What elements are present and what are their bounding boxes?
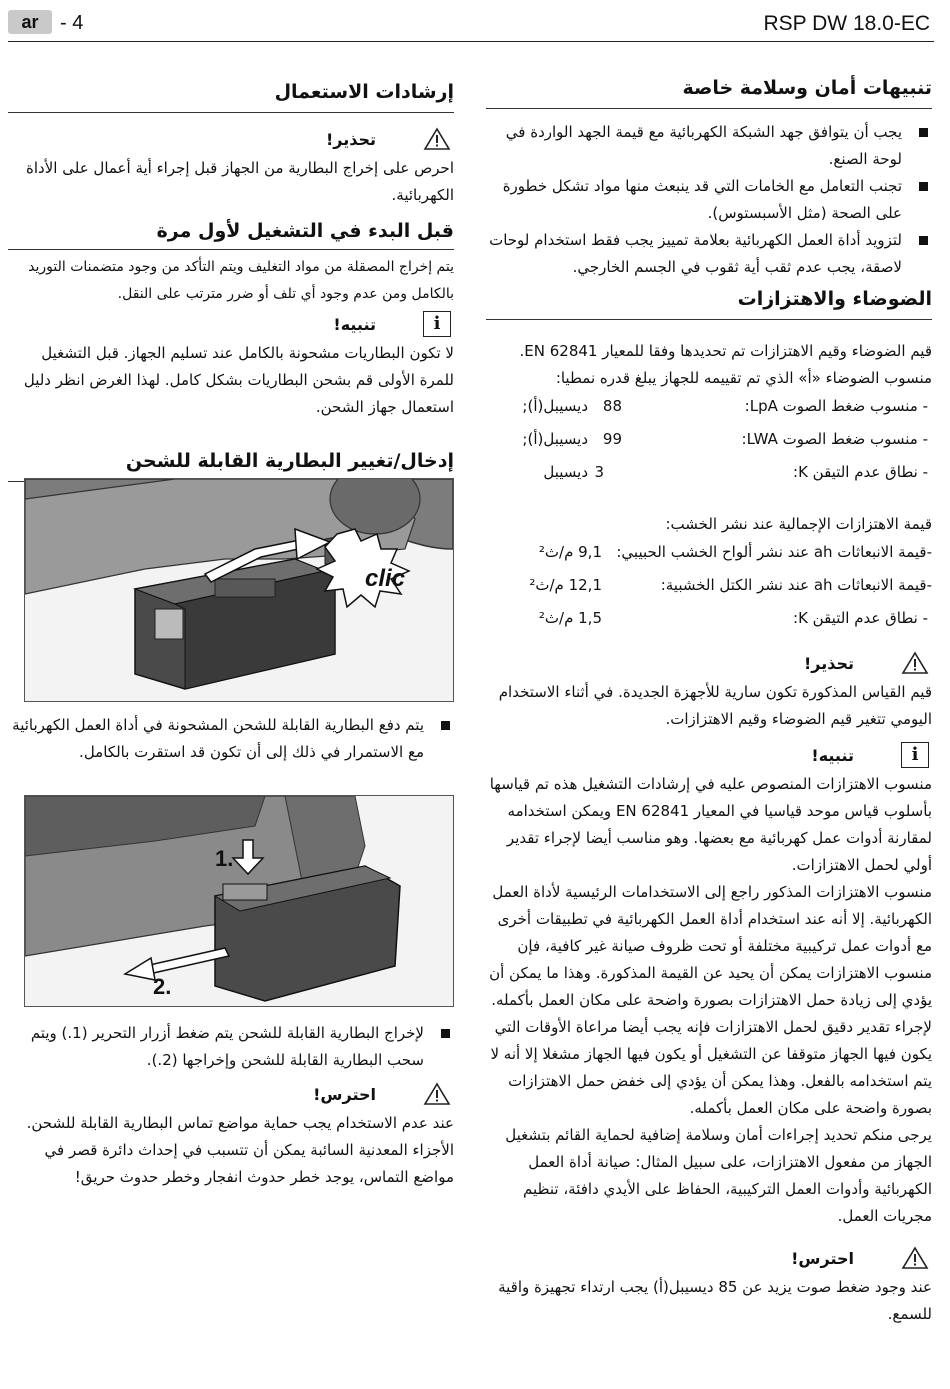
notice-heading: i تنبيه! — [8, 308, 454, 340]
vibration-intro: قيمة الاهتزازات الإجمالية عند نشر الخشب: — [665, 515, 932, 533]
caution-heading: احترس! — [8, 1078, 454, 1110]
safety-list — [486, 119, 932, 281]
step-1-label: 1. — [215, 846, 234, 871]
spec-row: - منسوب ضغط الصوت LpA: 88 ديسيبل(أ); — [522, 397, 928, 415]
left-column-top — [8, 78, 454, 492]
noise-intro: قيم الضوضاء وقيم الاهتزازات تم تحديدها وفقا للمعيار EN 62841. منسوب الضوضاء «أ» الذي تم تقييمه للجهاز يبلغ قدره نمطيا: — [519, 342, 932, 387]
warning-icon — [898, 651, 932, 675]
divider — [486, 319, 932, 320]
attention-text-2: منسوب الاهتزازات المذكور راجع إلى الاستخدامات الرئيسية لأداة العمل الكهربائية. إلا أنه عند استخدام أداة العمل الكهربائية في تطبيقات أخرى مع أدوات عمل تركيبية مختلفة أو تحت ظروف صيانة غير كافية، فإن منسوب الاهتزازات يمكن أن يحيد عن القيمة المذكورة. وهذا ما يمكن أن يؤدي إلى زيادة حمل الاهتزازات بصورة واضحة على مكان العمل بأكمله. — [489, 883, 932, 1009]
list-item: لتزويد أداة العمل الكهربائية بعلامة تمييز يجب فقط استخدام لوحات لاصقة، يجب عدم ثقب أية ثقوب في الجسم الخارجي. — [486, 227, 932, 281]
battery-remove-figure — [24, 795, 454, 1007]
spec-row: - نطاق عدم التيقن K: 1,5 م/ث² — [538, 609, 928, 627]
header-divider — [8, 41, 934, 42]
warning-heading: تحذير! — [486, 647, 932, 679]
attention-text-4: يرجى منكم تحديد إجراءات أمان وسلامة إضافية لحماية القائم بتشغيل الجهاز من مفعول الاهتزازات، على سبيل المثال: صيانة أداة العمل الكهربائية وأدوات العمل التركيبية، الحفاظ على الأيدي دافئة، تنظيم مجريات العمل. — [505, 1126, 932, 1225]
language-badge: ar — [8, 10, 52, 34]
first-use-title: قبل البدء في التشغيل لأول مرة — [156, 220, 454, 242]
spec-row: - منسوب ضغط الصوت LWA: 99 ديسيبل(أ); — [522, 430, 928, 448]
spec-row: -قيمة الانبعاثات ah عند نشر الكتل الخشبية: 12,1 م/ث² — [529, 576, 932, 594]
caution-icon — [420, 1082, 454, 1106]
list-item: تجنب التعامل مع الخامات التي قد ينبعث منها مواد تشكل خطورة على الصحة (مثل الأسبستوس). — [486, 173, 932, 227]
noise-title: الضوضاء والاهتزازات — [737, 288, 932, 310]
list-item: يجب أن يتوافق جهد الشبكة الكهربائية مع قيمة الجهد الواردة في لوحة الصنع. — [486, 119, 932, 173]
spec-row: -قيمة الانبعاثات ah عند نشر ألواح الخشب الحبيبي: 9,1 م/ث² — [538, 543, 932, 561]
divider — [8, 112, 454, 113]
list-item: لإخراج البطارية القابلة للشحن يتم ضغط أزرار التحرير (1.) ويتم سحب البطارية القابلة للشحن وإخراجها (2.). — [8, 1020, 454, 1074]
battery-remove-illustration — [25, 796, 453, 1006]
right-column — [486, 74, 932, 1328]
page-header — [0, 0, 950, 44]
first-use-text: يتم إخراج المصقلة من مواد التغليف ويتم التأكد من وجود متضمنات التوريد بالكامل ومن عدم وجود أي تلف أو ضرر مترتب على النقل. — [28, 259, 454, 302]
warning-text: احرص على إخراج البطارية من الجهاز قبل إجراء أية أعمال على الأداة الكهربائية. — [26, 159, 454, 204]
warning-heading: تحذير! — [8, 123, 454, 155]
clic-label: clic — [365, 565, 406, 592]
divider — [8, 249, 454, 250]
info-icon: i — [901, 742, 929, 768]
insert-list — [8, 712, 454, 766]
list-item: يتم دفع البطارية القابلة للشحن المشحونة في أداة العمل الكهربائية مع الاستمرار في ذلك إلى أن تكون قد استقرت بالكامل. — [8, 712, 454, 766]
attention-text-3: لإجراء تقدير دقيق لحمل الاهتزازات فإنه يجب أيضا مراعاة الأوقات التي يكون فيها الجهاز متوقفا عن التشغيل أو يكون فيها الجهاز مشغلا إلا أنه لا يتم استخدامه بالفعل. وهذا يمكن أن يؤدي إلى خفض حمل الاهتزازات بصورة واضحة على مكان العمل بأكمله. — [490, 1018, 932, 1117]
notice-text: لا تكون البطاريات مشحونة بالكامل عند تسليم الجهاز. قبل التشغيل للمرة الأولى قم بشحن البطاريات بشكل كامل. لهذا الغرض انظر دليل استعمال جهاز الشحن. — [23, 344, 454, 416]
battery-insert-figure — [24, 478, 454, 702]
attention-text: منسوب الاهتزازات المنصوص عليه في إرشادات التشغيل هذه تم قياسها بأسلوب قياس موحد قياسيا في المعيار EN 62841 ويمكن استخدامه لمقارنة أدوات عمل كهربائية مع بعضها. وهو مناسب أيضا لإجراء تقدير أولي لحمل الاهتزازات. — [489, 775, 932, 874]
left-column-bottom — [8, 1020, 454, 1191]
page-number: - 4 — [60, 12, 84, 34]
left-column-mid — [8, 712, 454, 766]
spec-row: - نطاق عدم التيقن K: 3 ديسيبل — [543, 463, 928, 481]
caution-text: عند عدم الاستخدام يجب حماية مواضع تماس البطارية القابلة للشحن. الأجزاء المعدنية السائبة يمكن أن تتسبب في إحداث دائرة قصر في مواضع التماس، يوجد خطر حدوث انفجار وخطر حدوث حريق! — [26, 1114, 454, 1186]
info-icon: i — [423, 311, 451, 337]
step-2-label: 2. — [153, 974, 172, 999]
caution-icon — [898, 1246, 932, 1270]
model-name: RSP DW 18.0-EC — [763, 12, 930, 35]
warning-text: قيم القياس المذكورة تكون سارية للأجهزة الجديدة. في أثناء الاستخدام اليومي تتغير قيم الضوضاء وقيم الاهتزازات. — [498, 683, 932, 728]
divider — [486, 108, 932, 109]
caution-text: عند وجود ضغط صوت يزيد عن 85 ديسيبل(أ) يجب ارتداء تجهيزة واقية للسمع. — [498, 1278, 932, 1323]
caution-heading: احترس! — [486, 1242, 932, 1274]
safety-title: تنبيهات أمان وسلامة خاصة — [682, 77, 932, 99]
remove-list — [8, 1020, 454, 1074]
battery-title: إدخال/تغيير البطارية القابلة للشحن — [125, 450, 454, 472]
warning-icon — [420, 127, 454, 151]
usage-title: إرشادات الاستعمال — [274, 81, 454, 103]
attention-heading: i تنبيه! — [486, 739, 932, 771]
